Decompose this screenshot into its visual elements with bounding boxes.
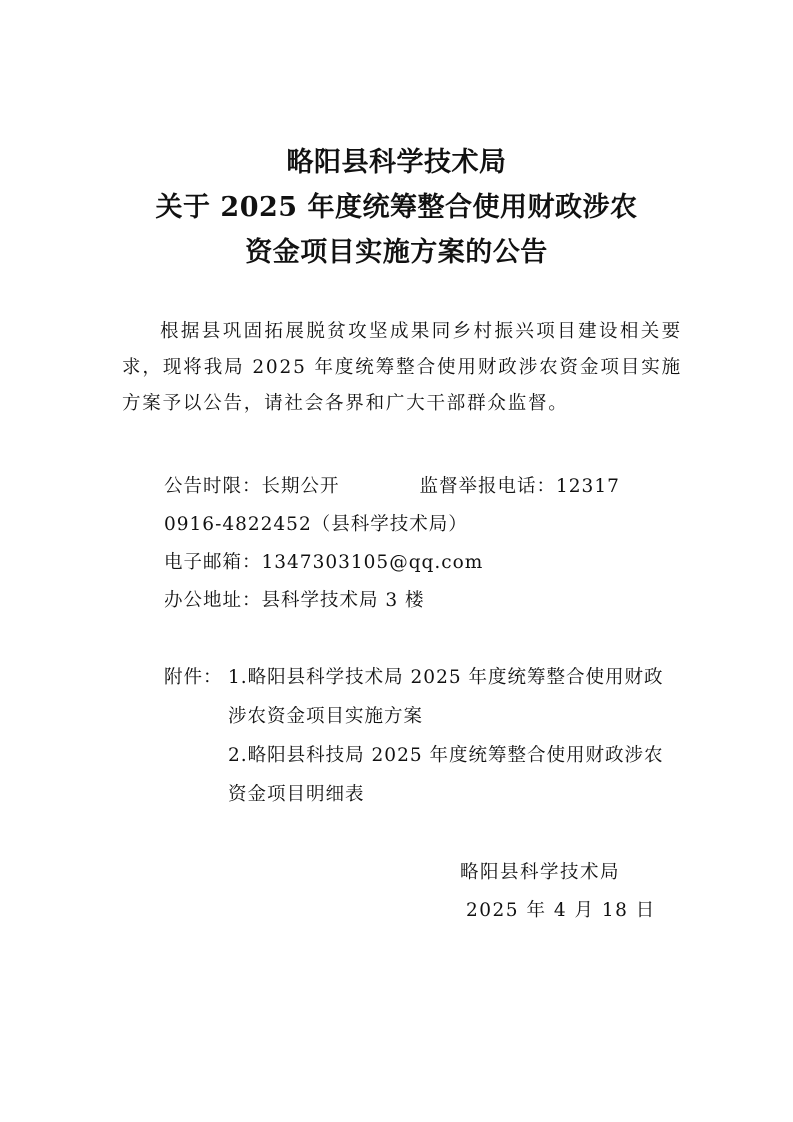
office-phone: 0916-4822452（县科学技术局）	[164, 514, 468, 535]
address-line: 办公地址：县科学技术局 3 楼	[164, 590, 425, 611]
attachments-list	[228, 658, 682, 814]
intro-paragraph: 根据县巩固拓展脱贫攻坚成果同乡村振兴项目建设相关要求，现将我局 2025 年度统筹整合使用财政涉农资金项目实施方案予以公告，请社会各界和广大干部群众监督。	[122, 321, 682, 414]
attachment-item-2: 2.略阳县科技局 2025 年度统筹整合使用财政涉农资金项目明细表	[228, 745, 664, 805]
title-line-2: 关于 2025 年度统筹整合使用财政涉农	[155, 192, 638, 223]
attachment-item-1: 1.略阳县科学技术局 2025 年度统筹整合使用财政涉农资金项目实施方案	[228, 667, 664, 727]
signature-org: 略阳县科学技术局	[460, 862, 621, 883]
attachments-row	[122, 658, 682, 814]
title-line-1: 略阳县科学技术局	[286, 147, 507, 178]
info-line-period	[122, 468, 682, 506]
document-title	[0, 140, 793, 275]
report-hotline: 监督举报电话：12317	[419, 476, 620, 497]
signature-block	[460, 854, 656, 930]
signature-date: 2025 年 4 月 18 日	[466, 900, 656, 921]
contact-info	[122, 468, 682, 620]
notice-period: 公告时限：长期公开	[164, 476, 340, 497]
attachments	[122, 658, 682, 814]
title-line-3: 资金项目实施方案的公告	[245, 237, 548, 268]
email-line: 电子邮箱：1347303105@qq.com	[164, 552, 484, 573]
attachments-label: 附件：	[164, 667, 223, 688]
